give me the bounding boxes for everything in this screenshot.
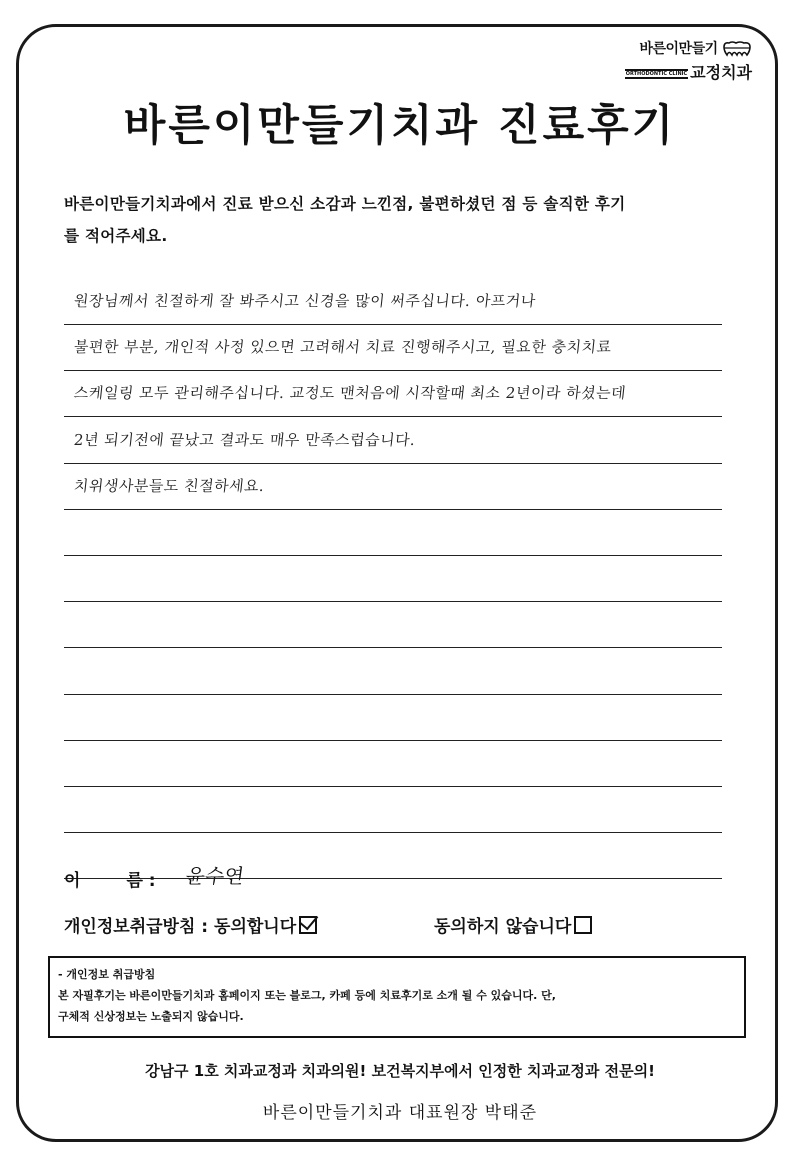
ruled-line	[64, 878, 722, 879]
review-text-line[interactable]: 2년 되기전에 끝났고 결과도 매우 만족스럽습니다.	[73, 430, 417, 449]
disagree-checkbox[interactable]	[574, 916, 592, 934]
name-value[interactable]: 윤수연	[184, 864, 246, 888]
notice-title: - 개인정보 취급방침	[58, 968, 156, 981]
ruled-line	[64, 647, 722, 648]
review-text-line[interactable]: 불편한 부분, 개인적 사정 있으면 고려해서 치료 진행해주시고, 필요한 충치치료	[73, 338, 613, 357]
privacy-notice	[48, 956, 746, 1038]
ruled-line	[64, 786, 722, 787]
teeth-icon	[722, 41, 752, 57]
notice-line-1: 본 자필후기는 바른이만들기치과 홈페이지 또는 블로그, 카페 등에 치료후기로 소개 될 수 있습니다. 단,	[58, 989, 556, 1002]
ruled-line	[64, 555, 722, 556]
consent-disagree-label: 동의하지 않습니다	[434, 917, 572, 937]
consent-row	[64, 912, 572, 937]
ruled-line	[64, 463, 722, 464]
ruled-line	[64, 509, 722, 510]
logo-name: 바른이만들기	[639, 41, 718, 57]
ruled-line	[64, 416, 722, 417]
notice-line-2: 구체적 신상정보는 노출되지 않습니다.	[58, 1010, 244, 1023]
clinic-logo	[625, 38, 752, 83]
page-title: 바른이만들기치과 진료후기	[123, 101, 677, 151]
agree-checkbox[interactable]	[299, 916, 317, 934]
intro-line-1: 바른이만들기치과에서 진료 받으신 소감과 느낀점, 불편하셨던 점 등 솔직한 후기	[64, 195, 626, 213]
name-label: 이 름 :	[64, 871, 156, 891]
ruled-line	[64, 740, 722, 741]
consent-agree-label: 동의합니다	[214, 917, 297, 937]
ruled-line	[64, 324, 722, 325]
intro-line-2: 를 적어주세요.	[64, 227, 168, 245]
intro-text	[64, 188, 734, 252]
logo-subtitle: ORTHODONTIC CLINIC	[625, 70, 688, 77]
review-text-line[interactable]: 원장님께서 친절하게 잘 봐주시고 신경을 많이 써주십니다. 아프거나	[73, 292, 537, 310]
ruled-line	[64, 832, 722, 833]
clinic-slogan: 강남구 1호 치과교정과 치과의원! 보건복지부에서 인정한 치과교정과 전문의!	[145, 1062, 655, 1080]
director-signature: 바른이만들기치과 대표원장 박태준	[262, 1103, 538, 1123]
ruled-line	[64, 694, 722, 695]
review-text-line[interactable]: 치위생사분들도 친절하세요.	[73, 476, 266, 495]
ruled-line	[64, 370, 722, 371]
review-text-line[interactable]: 스케일링 모두 관리해주십니다. 교정도 맨처음에 시작할때 최소 2년이라 하셨는데	[73, 384, 628, 403]
ruled-line	[64, 601, 722, 602]
logo-clinic: 교정치과	[690, 63, 752, 82]
consent-label: 개인정보취급방침 :	[64, 917, 209, 937]
